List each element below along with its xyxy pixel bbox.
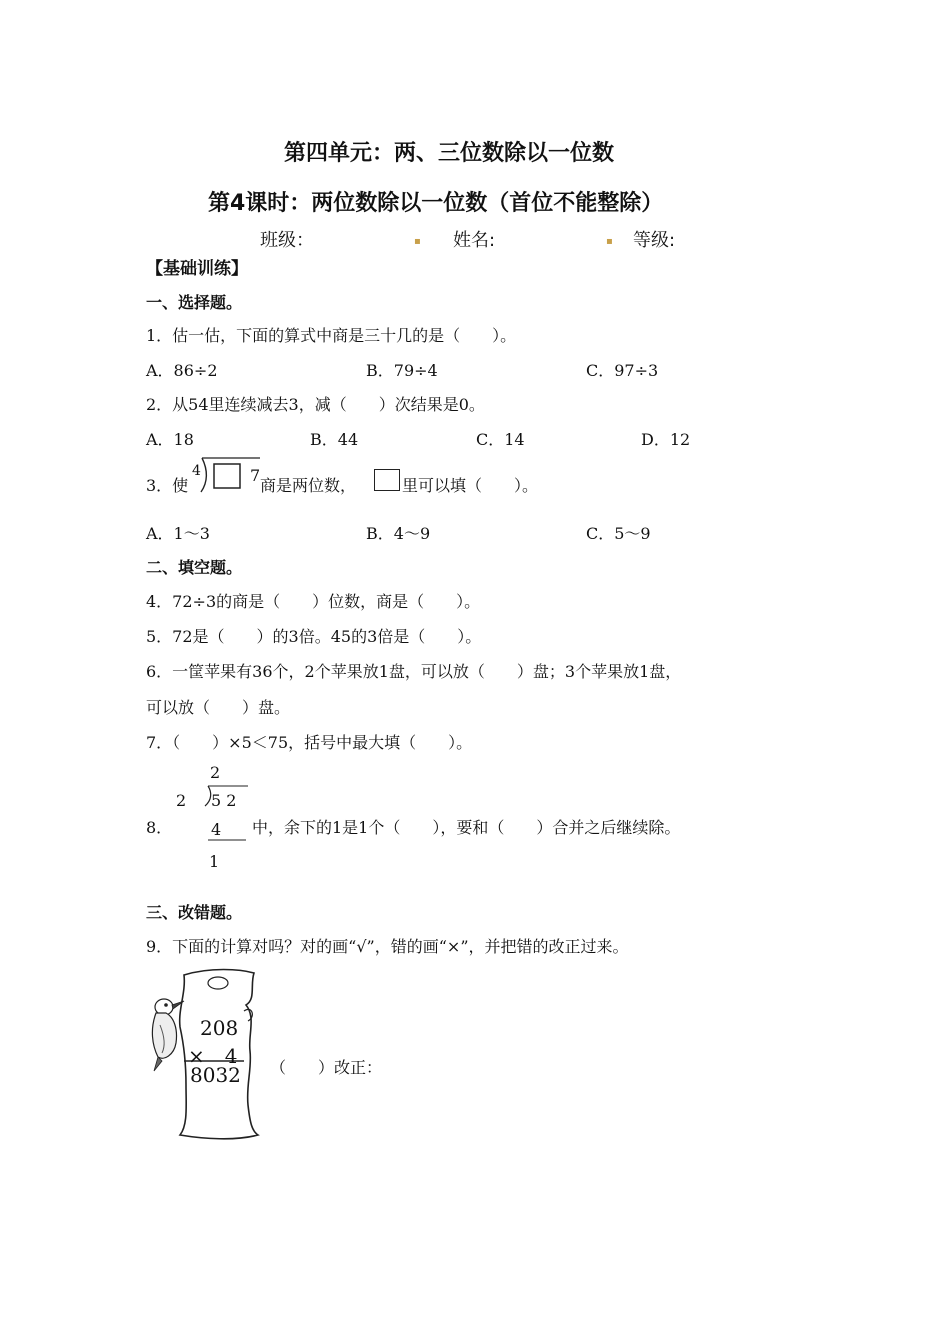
- section-fill: 二、填空题。: [146, 558, 243, 577]
- q2-option-d: D．12: [641, 430, 691, 449]
- question-3-mid: 商是两位数，: [260, 476, 357, 495]
- question-3-post: 里可以填（ ）。: [402, 476, 539, 495]
- lesson-title: 第4课时：两位数除以一位数（首位不能整除）: [208, 191, 664, 216]
- question-3-prefix: 3．使: [146, 476, 189, 495]
- q2-option-c: C．14: [476, 430, 525, 449]
- question-8-text: 中，余下的1是1个（ ），要和（ ）合并之后继续除。: [252, 818, 681, 837]
- q3-option-a: A．1～3: [146, 524, 210, 543]
- q3-option-c: C．5～9: [586, 524, 651, 543]
- question-6-line1: 6．一筐苹果有36个，2个苹果放1盘，可以放（ ）盘；3个苹果放1盘，: [146, 662, 682, 681]
- stump-result: 8032: [190, 1063, 241, 1087]
- q3-division-divisor: 4: [192, 463, 201, 479]
- stump-multiplier: × 4: [188, 1044, 238, 1068]
- question-6-line2: 可以放（ ）盘。: [146, 698, 291, 717]
- name-label: 姓名:: [453, 230, 496, 251]
- question-8-number: 8．: [146, 818, 173, 837]
- q8-remainder: 1: [209, 852, 220, 871]
- question-1: 1．估一估，下面的算式中商是三十几的是（ ）。: [146, 326, 517, 345]
- q8-dividend: 5 2: [211, 791, 237, 810]
- grade-label: 等级:: [633, 230, 676, 251]
- stump-multiplicand: 208: [200, 1016, 239, 1040]
- q2-option-b: B．44: [310, 430, 359, 449]
- woodpecker-icon: [144, 995, 192, 1075]
- page-title: 第四单元：两、三位数除以一位数: [284, 141, 615, 166]
- dot-mark: ▪: [606, 236, 613, 247]
- q8-quotient: 2: [210, 763, 221, 782]
- question-9-answer: （ ）改正：: [270, 1058, 383, 1077]
- q3-option-b: B．4～9: [366, 524, 431, 543]
- q3-dividend-digit: 7: [250, 466, 261, 485]
- question-2: 2．从54里连续减去3，减（ ）次结果是0。: [146, 395, 485, 414]
- q3-blank-box: [374, 469, 400, 491]
- dot-mark: ▪: [414, 236, 421, 247]
- question-7: 7．（ ）×5＜75，括号中最大填（ ）。: [146, 733, 473, 752]
- q1-option-c: C．97÷3: [586, 361, 659, 380]
- q1-option-b: B．79÷4: [366, 361, 438, 380]
- question-4: 4．72÷3的商是（ ）位数，商是（ ）。: [146, 592, 481, 611]
- question-9: 9．下面的计算对吗？对的画“√”，错的画“×”，并把错的改正过来。: [146, 937, 629, 956]
- q8-product: 4: [211, 820, 222, 839]
- basic-training-heading: 【基础训练】: [146, 259, 248, 279]
- q8-divisor: 2: [176, 791, 187, 810]
- section-choice: 一、选择题。: [146, 293, 243, 312]
- q1-option-a: A．86÷2: [146, 361, 218, 380]
- question-5: 5．72是（ ）的3倍。45的3倍是（ ）。: [146, 627, 482, 646]
- class-label: 班级：: [260, 230, 314, 251]
- section-correct: 三、改错题。: [146, 903, 243, 922]
- q2-option-a: A．18: [146, 430, 194, 449]
